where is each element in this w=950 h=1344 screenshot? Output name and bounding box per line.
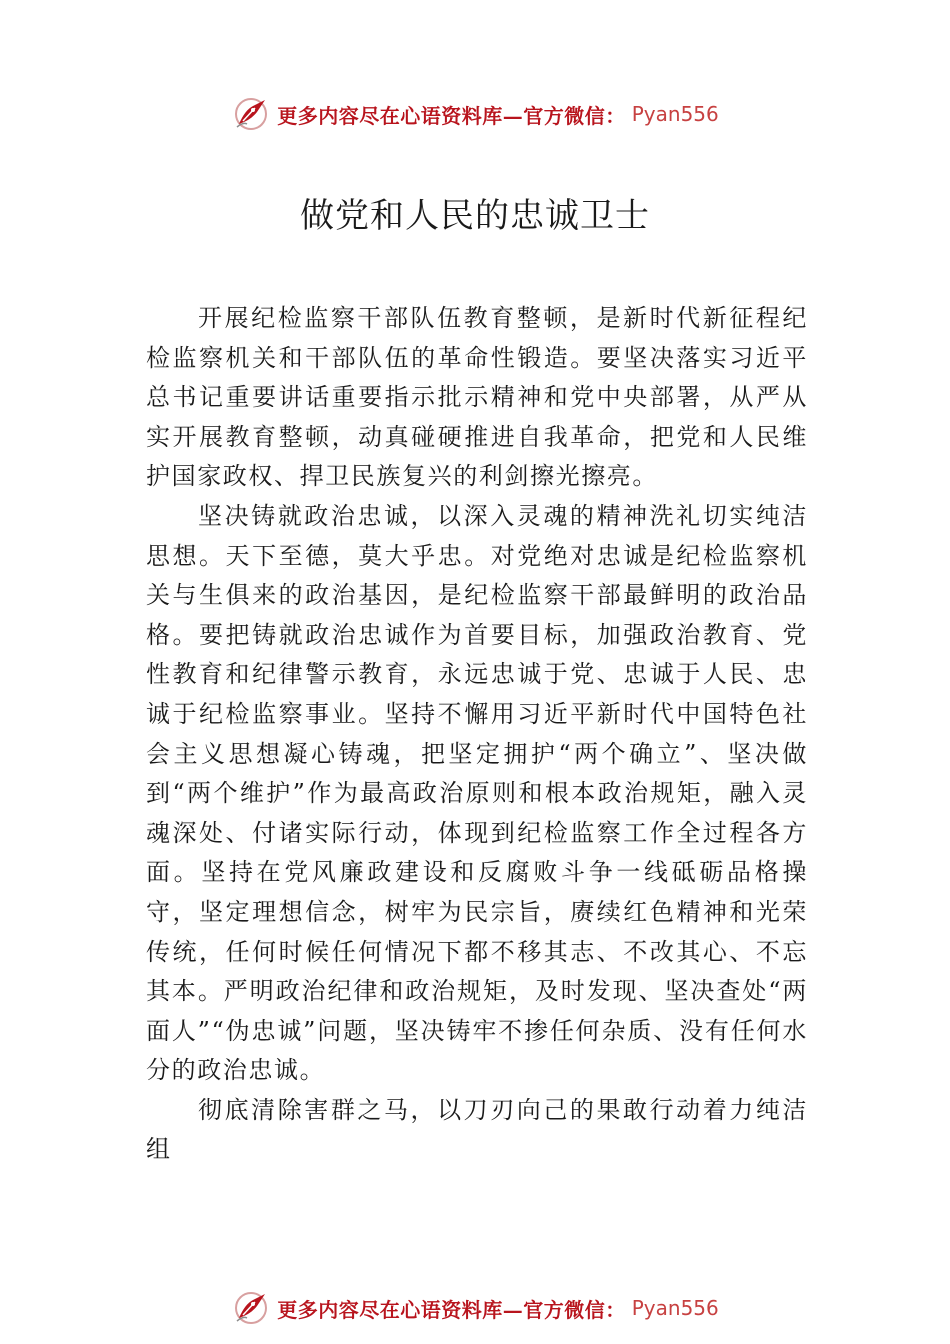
paragraph-3: 彻底清除害群之马，以刀刃向己的果敢行动着力纯洁组 — [146, 1095, 808, 1164]
pen-nib-logo-icon — [231, 94, 271, 134]
paragraph-2: 坚决铸就政治忠诚，以深入灵魂的精神洗礼切实纯洁思想。天下至德，莫大乎忠。对党绝对忠诚是纪检监察机关与生俱来的政治基因，是纪检监察干部最鲜明的政治品格。要把铸就政治忠诚作为首要目标，加强政治教育、党性教育和纪律警示教育，永远忠诚于党、忠诚于人民、忠诚于纪检监察事业。坚持不懈用习近平新时代中国特色社会主义思想凝心铸魂，把坚定拥护“两个确立”、坚决做到“两个维护”作为最高政治原则和根本政治规矩，融入灵魂深处、付诸实际行动，体现到纪检监察工作全过程各方面。坚持在党风廉政建设和反腐败斗争一线砥砺品格操守，坚定理想信念，树牢为民宗旨，赓续红色精神和光荣传统，任何时候任何情况下都不移其志、不改其心、不忘其本。严明政治纪律和政治规矩，及时发现、坚决查处“两面人”“伪忠诚”问题，坚决铸牢不掺任何杂质、没有任何水分的政治忠诚。 — [146, 501, 808, 1085]
footer-banner-text: 更多内容尽在心语资料库—官方微信： — [277, 1297, 626, 1322]
header-banner-text: 更多内容尽在心语资料库—官方微信： — [277, 103, 626, 128]
pen-nib-logo-icon — [231, 1288, 271, 1328]
footer-wechat-id: Pyan556 — [631, 1296, 719, 1320]
footer-banner — [0, 1286, 950, 1330]
document-title: 做党和人民的忠诚卫士 — [300, 196, 650, 236]
header-banner — [0, 92, 950, 136]
document-body — [146, 299, 808, 1170]
header-wechat-id: Pyan556 — [631, 102, 719, 126]
paragraph-1: 开展纪检监察干部队伍教育整顿，是新时代新征程纪检监察机关和干部队伍的革命性锻造。要坚决落实习近平总书记重要讲话重要指示批示精神和党中央部署，从严从实开展教育整顿，动真碰硬推进自我革命，把党和人民维护国家政权、捍卫民族复兴的利剑擦光擦亮。 — [146, 304, 808, 491]
